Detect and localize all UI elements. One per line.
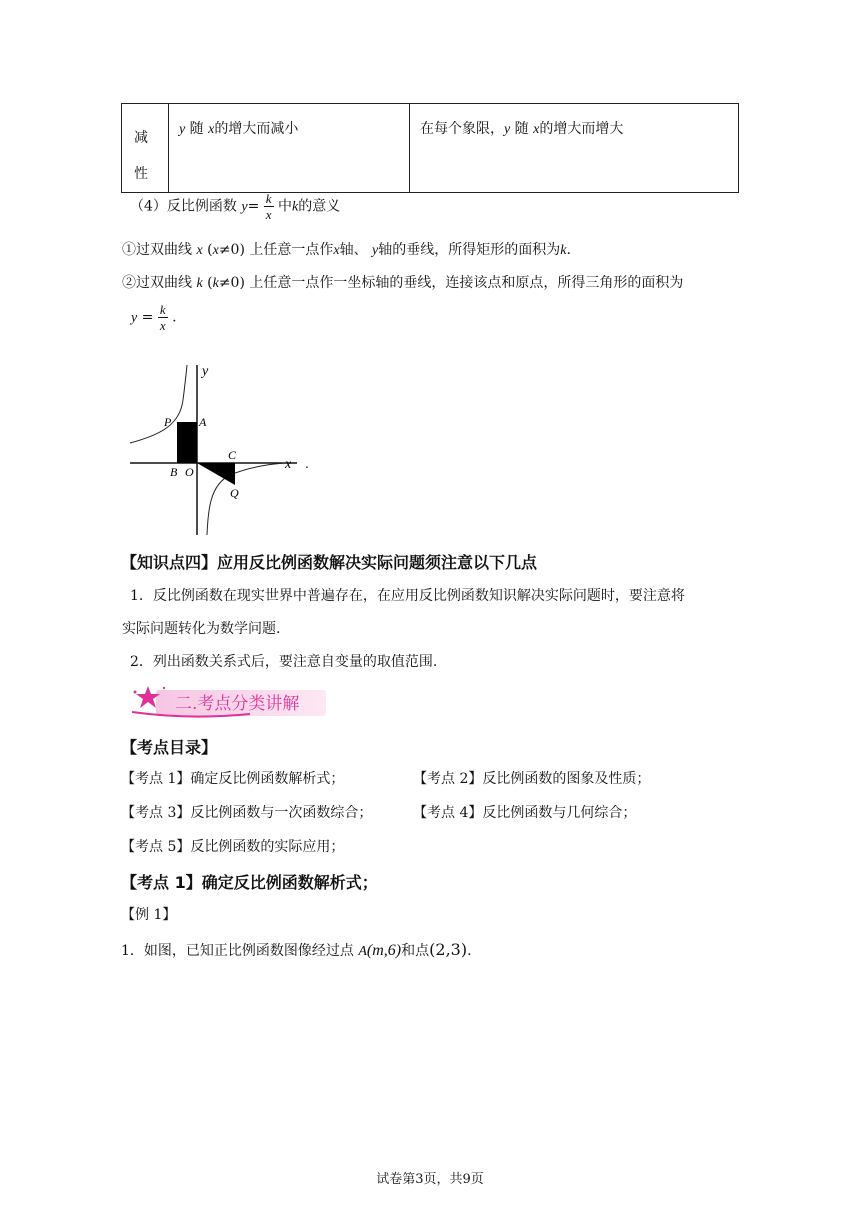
section-banner — [130, 682, 330, 718]
var-y: y — [131, 310, 138, 326]
toc-item: 【考点 4】反比例函数与几何综合； — [413, 805, 637, 821]
text: 的增大而增大 — [539, 121, 624, 137]
kp4-heading: 【知识点四】应用反比例函数解决实际问题须注意以下几点 — [121, 553, 538, 572]
table-cell-label — [122, 104, 169, 193]
sparkle-icon — [134, 691, 137, 694]
text: 随 — [514, 121, 529, 137]
kp4-p1a: 1．反比例函数在现实世界中普遍存在，在应用反比例函数知识解决实际问题时，要注意将 — [130, 588, 685, 604]
text: . — [172, 309, 177, 326]
var: x — [196, 243, 203, 258]
properties-table — [121, 103, 739, 193]
text: 中 — [278, 198, 293, 215]
fraction-k-over-x — [264, 191, 274, 222]
label-q: Q — [230, 486, 239, 500]
fraction-k-over-x — [158, 302, 168, 333]
text: 随 — [189, 121, 204, 137]
denominator: x — [159, 318, 166, 333]
sparkle-icon — [163, 687, 165, 689]
text: ≠0) — [218, 242, 245, 258]
rectangle-pa-bo — [177, 422, 197, 463]
hyperbola-figure — [125, 360, 325, 540]
equals: = — [247, 198, 260, 215]
label-x: x — [285, 457, 292, 472]
item2-line — [122, 272, 683, 292]
figure-dot: . — [305, 457, 309, 471]
toc-item: 【考点 3】反比例函数与一次函数综合； — [121, 805, 373, 821]
label-y: y — [202, 364, 209, 379]
text: 在每个象限， — [420, 121, 504, 137]
var-k: k — [292, 199, 299, 215]
toc-heading: 【考点目录】 — [121, 738, 218, 757]
coord: (m,6) — [366, 942, 402, 959]
banner-text: 二.考点分类讲解 — [175, 694, 300, 714]
var: k — [196, 276, 203, 291]
point-a: A — [358, 944, 367, 959]
cell-label-text: 减性 — [134, 130, 148, 182]
kp4-p1b: 实际问题转化为数学问题. — [122, 621, 281, 637]
paren: ( — [207, 242, 213, 258]
label-p: P — [164, 415, 172, 429]
text: 上任意一点作一坐标轴的垂线，连接该点和原点，所得三角形的面积为 — [249, 275, 684, 291]
var: x — [333, 243, 340, 258]
var-x: x — [208, 122, 215, 137]
text: 轴的垂线，所得矩形的面积为 — [378, 242, 561, 258]
text: ①过双曲线 — [122, 242, 192, 258]
page-footer: 试卷第3页，共9页 — [376, 1172, 484, 1187]
numerator: k — [265, 191, 272, 206]
var: y — [372, 243, 379, 258]
label-o: O — [185, 465, 194, 479]
text: 的增大而减小 — [214, 121, 299, 137]
item1-line — [122, 239, 571, 259]
text: . — [467, 943, 472, 959]
var-x: x — [533, 122, 540, 137]
text: 和点 — [401, 943, 430, 959]
item2-formula — [131, 302, 177, 333]
var: k — [560, 243, 567, 258]
text: （4）反比例函数 — [130, 198, 237, 215]
section4-line — [130, 191, 340, 222]
numerator: k — [159, 302, 166, 317]
text: ②过双曲线 — [122, 275, 192, 291]
toc-item: 【考点 2】反比例函数的图象及性质； — [413, 771, 651, 787]
table-cell-decreasing — [169, 104, 410, 193]
text: 的意义 — [298, 198, 341, 215]
text: 上任意一点作 — [249, 242, 334, 258]
kp4-p2: 2．列出函数关系式后，要注意自变量的取值范围. — [130, 654, 438, 670]
example-label: 【例 1】 — [121, 907, 177, 923]
text: 轴、 — [339, 242, 368, 258]
text: . — [566, 242, 571, 258]
text: ≠0) — [218, 275, 245, 291]
question-1 — [121, 940, 472, 960]
toc-item: 【考点 1】确定反比例函数解析式； — [121, 771, 345, 787]
label-a: A — [199, 415, 207, 429]
triangle-ocq — [197, 463, 235, 485]
toc-item: 【考点 5】反比例函数的实际应用； — [121, 839, 345, 855]
equals: = — [141, 309, 154, 326]
paren: ( — [207, 275, 213, 291]
text: 1．如图，已知正比例函数图像经过点 — [121, 943, 354, 959]
coord: (2,3) — [429, 940, 468, 959]
label-c: C — [228, 448, 237, 462]
var-y: y — [504, 122, 511, 137]
var: x — [212, 243, 219, 258]
var-y: y — [241, 199, 248, 215]
label-b: B — [170, 465, 178, 479]
denominator: x — [265, 207, 272, 222]
var: k — [212, 276, 219, 291]
table-cell-increasing — [410, 104, 739, 193]
kd1-heading: 【考点 1】确定反比例函数解析式； — [121, 873, 378, 892]
var-y: y — [179, 122, 186, 137]
